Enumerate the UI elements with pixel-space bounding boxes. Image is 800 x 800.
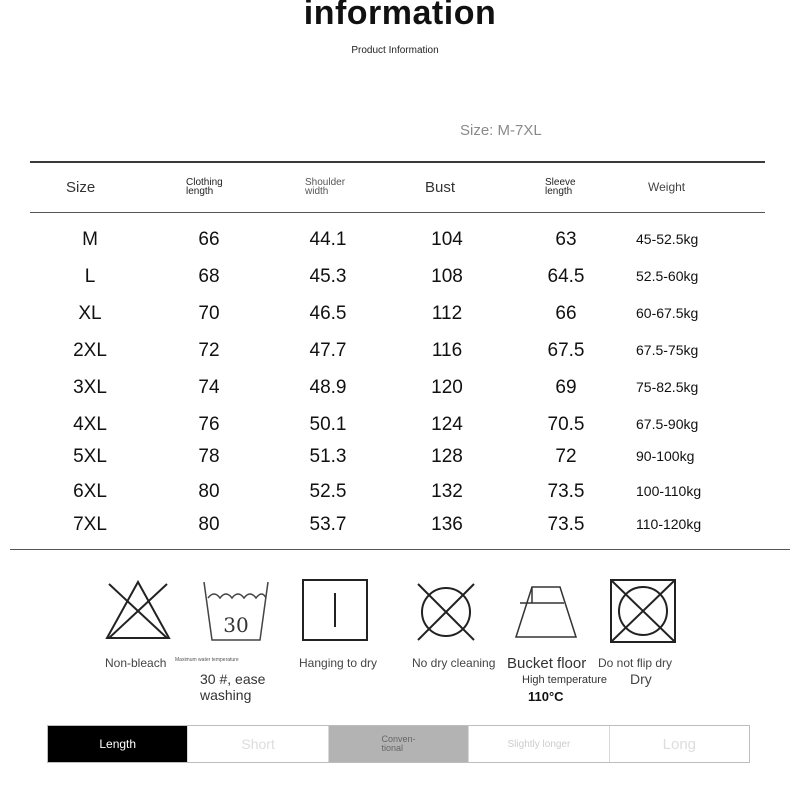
cell-shoulder-width: 46.5 — [309, 303, 347, 324]
cell-size: 7XL — [73, 514, 107, 535]
length-option-long: Long — [662, 735, 697, 753]
cell-sleeve-length: 63 — [555, 229, 577, 250]
hang-dry-label: Hanging to dry — [299, 656, 378, 670]
temp-value: 110°C — [528, 689, 564, 704]
cell-clothing-length: 78 — [198, 446, 220, 467]
cell-bust: 112 — [431, 303, 463, 324]
cell-bust: 108 — [431, 266, 463, 287]
cell-sleeve-length: 67.5 — [547, 340, 585, 361]
no-dry-clean-icon — [414, 580, 478, 644]
cell-clothing-length: 68 — [198, 266, 220, 287]
cell-sleeve-length: 69 — [555, 377, 577, 398]
table-top-rule — [30, 161, 765, 163]
length-option-short: Short — [188, 726, 328, 762]
page-title: information — [303, 0, 497, 32]
cell-weight: 110-120kg — [636, 516, 702, 532]
length-scale — [47, 725, 750, 763]
cell-shoulder-width: 52.5 — [309, 481, 347, 502]
cell-shoulder-width: 50.1 — [309, 414, 347, 435]
cell-size: XL — [78, 303, 102, 324]
cell-size: 6XL — [73, 481, 107, 502]
page-subtitle: Product Information — [351, 45, 439, 56]
table-bottom-rule — [10, 549, 790, 550]
table-header-rule — [30, 212, 765, 213]
hang-dry-icon — [302, 579, 368, 641]
cell-shoulder-width: 53.7 — [309, 514, 347, 535]
cell-shoulder-width: 51.3 — [309, 446, 347, 467]
length-option-conventional: Conven- tional — [329, 726, 469, 762]
cell-sleeve-length: 72 — [555, 446, 577, 467]
cell-bust: 132 — [431, 481, 463, 502]
wash-label-line1: 30 #, ease — [200, 671, 266, 687]
no-tumble-dry-label-line1: Do not flip dry — [598, 656, 673, 670]
cell-size: M — [82, 229, 98, 250]
cell-shoulder-width: 44.1 — [309, 229, 347, 250]
cell-size: 4XL — [73, 414, 107, 435]
wash-temp-note: Maximum water temperature — [175, 657, 239, 663]
col-header-sleeve-length: Sleeve length — [545, 177, 576, 197]
cell-sleeve-length: 64.5 — [547, 266, 585, 287]
cell-sleeve-length: 73.5 — [547, 481, 585, 502]
cell-clothing-length: 72 — [198, 340, 220, 361]
cell-weight: 100-110kg — [636, 483, 702, 499]
no-tumble-dry-label-line2: Dry — [630, 671, 652, 687]
cell-size: 2XL — [73, 340, 107, 361]
col-header-bust: Bust — [425, 178, 456, 196]
cell-clothing-length: 70 — [198, 303, 220, 324]
col-header-clothing-length: Clothing length — [186, 177, 223, 197]
cell-shoulder-width: 48.9 — [309, 377, 347, 398]
wash-30-icon — [200, 578, 272, 646]
cell-bust: 136 — [431, 514, 463, 535]
cell-bust: 120 — [431, 377, 463, 398]
cell-shoulder-width: 47.7 — [309, 340, 347, 361]
length-option-slightly-longer: Slightly longer — [469, 726, 609, 762]
size-range: Size: M-7XL — [460, 122, 542, 139]
cell-weight: 45-52.5kg — [636, 231, 699, 247]
cell-size: 3XL — [73, 377, 107, 398]
high-temp-label: High temperature — [522, 674, 607, 686]
cell-weight: 75-82.5kg — [636, 379, 699, 395]
cell-size: 5XL — [73, 446, 107, 467]
cell-weight: 60-67.5kg — [636, 305, 699, 321]
cell-weight: 67.5-75kg — [636, 342, 699, 358]
cell-shoulder-width: 45.3 — [309, 266, 347, 287]
length-scale-title: Length — [48, 726, 188, 762]
bucket-floor-label: Bucket floor — [507, 655, 587, 672]
cell-bust: 128 — [431, 446, 463, 467]
cell-bust: 104 — [431, 229, 463, 250]
cell-bust: 124 — [431, 414, 463, 435]
cell-sleeve-length: 70.5 — [547, 414, 585, 435]
cell-bust: 116 — [431, 340, 463, 361]
col-header-shoulder-width: Shoulder width — [305, 177, 346, 197]
no-dry-clean-label: No dry cleaning — [412, 656, 496, 670]
non-bleach-icon — [103, 578, 173, 642]
cell-weight: 90-100kg — [636, 448, 695, 464]
col-header-size: Size — [66, 178, 96, 196]
cell-clothing-length: 80 — [198, 514, 220, 535]
no-tumble-dry-icon — [610, 579, 676, 643]
col-header-weight: Weight — [648, 180, 686, 194]
iron-icon — [512, 583, 580, 641]
cell-weight: 52.5-60kg — [636, 268, 699, 284]
cell-sleeve-length: 66 — [555, 303, 577, 324]
wash-temp-number: 30 — [223, 613, 249, 637]
cell-clothing-length: 76 — [198, 414, 220, 435]
non-bleach-label: Non-bleach — [105, 656, 167, 670]
cell-weight: 67.5-90kg — [636, 416, 699, 432]
cell-clothing-length: 80 — [198, 481, 220, 502]
wash-label-line2: washing — [200, 687, 252, 703]
cell-sleeve-length: 73.5 — [547, 514, 585, 535]
cell-clothing-length: 74 — [198, 377, 220, 398]
cell-size: L — [84, 266, 96, 287]
cell-clothing-length: 66 — [198, 229, 220, 250]
